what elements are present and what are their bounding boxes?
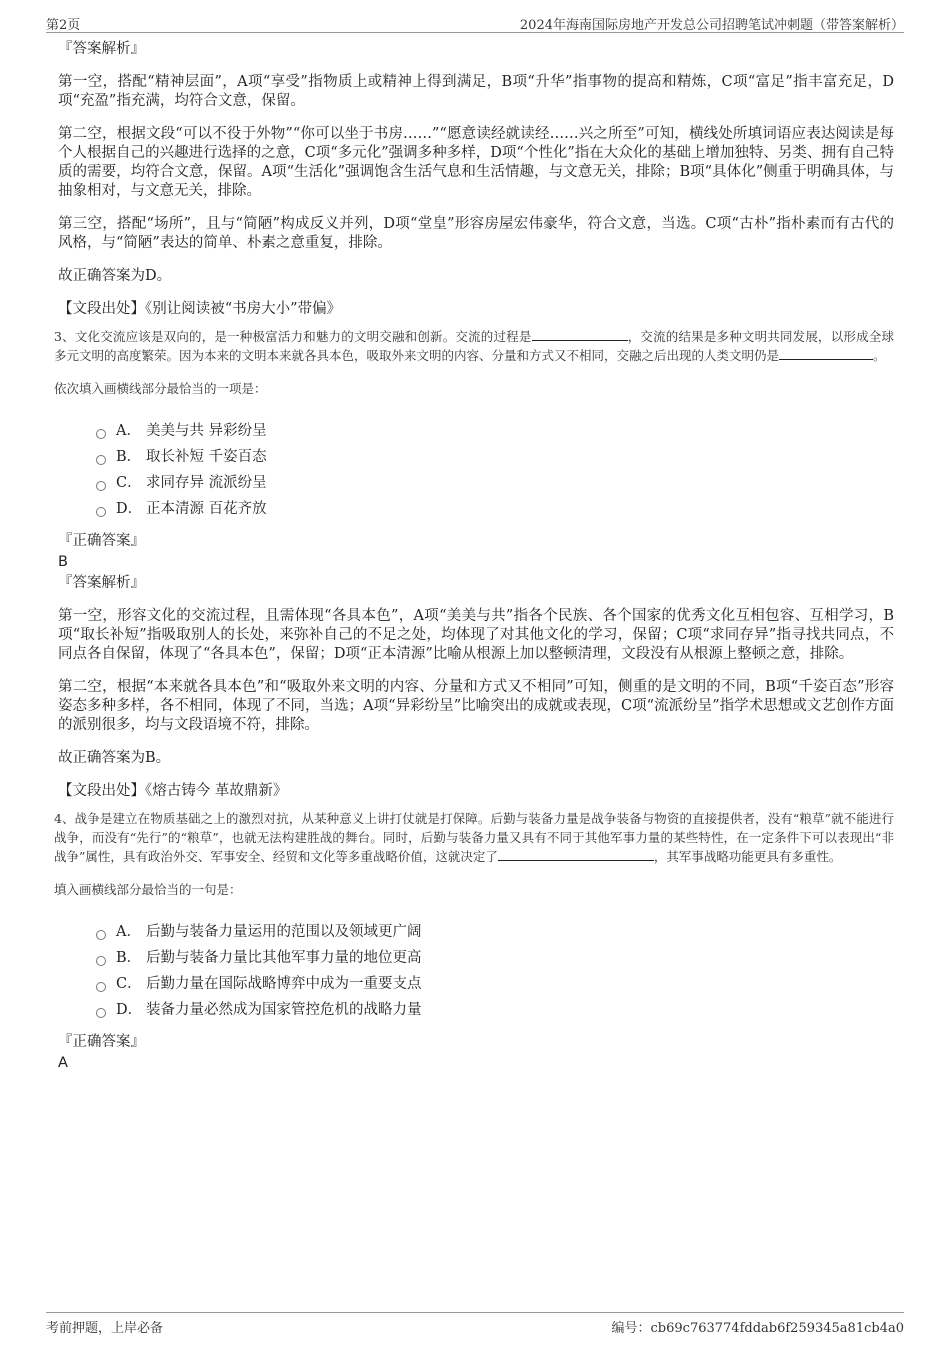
q3-blank-2 <box>779 346 873 360</box>
option-letter: C． <box>116 475 142 491</box>
option-letter: B． <box>116 449 142 465</box>
q3-stem-part2: ，交流的结果是多种文明共同发展，以形成全球多元文明的高度繁荣。因为本来的文明本来就各具本色，吸取外来文明的内容、分量和方式又不相同，交融之后出现的人类文明仍是 <box>54 329 894 363</box>
option-text: 后勤与装备力量运用的范围以及领域更广阔 <box>146 924 422 940</box>
q4-blank <box>498 847 654 861</box>
q4-answer-label: 『正确答案』 <box>58 1034 145 1050</box>
q4-stem-part1: 4、战争是建立在物质基础之上的激烈对抗，从某种意义上讲打仗就是打保障。后勤与装备力量是战争装备与物资的直接提供者，没有“粮草”就不能进行战争，而没有“先行”的“粮草”，也就无法构建胜战的舞台。同时，后勤与装备力量又具有不同于其他军事力量的某些特性，在一定条件下可以表现出“非战争”属性，具有政治外交、军事安全、经贸和文化等多重战略价值，这就决定了 <box>54 811 894 864</box>
q3-options <box>96 418 894 522</box>
q2-analysis-paragraph: 第二空，根据文段“可以不役于外物”“你可以坐于书房……”“愿意读经就读经……兴之所至”可知，横线处所填词语应表达阅读是每个人根据自己的兴趣进行选择的之意，C项“多元化”强调多种多样，D项“个性化”指在大众化的基础上增加独特、另类、拥有自己特质的需要，均符合文意，保留。A项“生活化”强调饱含生活气息和生活情趣，与文意无关，排除；B项“具体化”侧重于明确具体，与抽象相对，与文意无关，排除。 <box>58 126 894 199</box>
q3-stem-part1: 3、文化交流应该是双向的，是一种极富活力和魅力的文明交融和创新。交流的过程是 <box>54 329 532 344</box>
page-header <box>46 12 904 33</box>
document-title: 2024年海南国际房地产开发总公司招聘笔试冲刺题（带答案解析） <box>519 18 904 33</box>
q3-option-b[interactable] <box>96 444 894 470</box>
q4-options <box>96 919 894 1023</box>
q3-stem <box>54 327 894 365</box>
footer-slogan: 考前押题，上岸必备 <box>46 1321 164 1336</box>
radio-icon[interactable] <box>96 455 106 465</box>
q4-option-b[interactable] <box>96 945 894 971</box>
option-letter: A． <box>116 924 141 940</box>
radio-icon[interactable] <box>96 507 106 517</box>
radio-icon[interactable] <box>96 481 106 491</box>
q2-analysis-label: 『答案解析』 <box>58 41 145 57</box>
option-letter: D． <box>116 501 143 517</box>
q3-conclusion: 故正确答案为B。 <box>58 750 171 766</box>
q3-answer-label: 『正确答案』 <box>58 533 145 549</box>
q2-analysis-paragraph: 第一空，搭配“精神层面”，A项“享受”指物质上或精神上得到满足，B项“升华”指事物的提高和精炼，C项“富足”指丰富充足，D项“充盈”指充满，均符合文意，保留。 <box>58 74 894 109</box>
document-body <box>56 40 894 1075</box>
option-text: 后勤力量在国际战略博弈中成为一重要支点 <box>146 976 422 992</box>
q2-conclusion: 故正确答案为D。 <box>58 268 172 284</box>
page-footer <box>46 1312 904 1335</box>
q3-prompt: 依次填入画横线部分最恰当的一项是： <box>54 381 267 396</box>
option-text: 正本清源 百花齐放 <box>146 501 267 517</box>
option-text: 后勤与装备力量比其他军事力量的地位更高 <box>146 950 422 966</box>
option-letter: C． <box>116 976 142 992</box>
q4-stem <box>54 809 894 866</box>
option-letter: B． <box>116 950 142 966</box>
option-text: 装备力量必然成为国家管控危机的战略力量 <box>146 1002 422 1018</box>
radio-icon[interactable] <box>96 429 106 439</box>
q3-analysis-paragraph: 第二空，根据“本来就各具本色”和“吸取外来文明的内容、分量和方式又不相同”可知，侧重的是文明的不同，B项“千姿百态”形容姿态多种多样，各不相同，体现了不同，当选；A项“异彩纷呈”比喻突出的成就或表现，C项“流派纷呈”指学术思想或文艺创作方面的派别很多，均与文段语境不符，排除。 <box>58 679 894 733</box>
q3-option-a[interactable] <box>96 418 894 444</box>
q2-analysis-paragraph: 第三空，搭配“场所”，且与“简陋”构成反义并列，D项“堂皇”形容房屋宏伟豪华，符合文意，当选。C项“古朴”指朴素而有古代的风格，与“简陋”表达的简单、朴素之意重复，排除。 <box>58 216 894 251</box>
q3-stem-part3: 。 <box>873 348 886 363</box>
q3-analysis-paragraph: 第一空，形容文化的交流过程，且需体现“各具本色”，A项“美美与共”指各个民族、各个国家的优秀文化互相包容、互相学习，B项“取长补短”指吸取别人的长处，来弥补自己的不足之处，均体现了对其他文化的学习，保留；C项“求同存异”指寻找共同点，不同点各自保留，体现了“各具本色”，保留；D项“正本清源”比喻从根源上加以整顿清理，文段没有从根源上整顿之意，排除。 <box>58 608 894 662</box>
option-letter: D． <box>116 1002 143 1018</box>
q3-option-c[interactable] <box>96 470 894 496</box>
q4-answer: A <box>58 1055 68 1071</box>
q3-answer: B <box>58 554 68 570</box>
document-id: 编号：cb69c763774fddab6f259345a81cb4a0 <box>611 1321 904 1336</box>
q2-source: 【文段出处】《别让阅读被“书房大小”带偏》 <box>58 301 342 317</box>
radio-icon[interactable] <box>96 956 106 966</box>
q4-prompt: 填入画横线部分最恰当的一句是： <box>54 882 242 897</box>
radio-icon[interactable] <box>96 930 106 940</box>
q4-stem-part2: ，其军事战略功能更具有多重性。 <box>653 849 842 864</box>
q3-blank-1 <box>532 327 628 341</box>
q3-option-d[interactable] <box>96 496 894 522</box>
radio-icon[interactable] <box>96 1008 106 1018</box>
q4-option-c[interactable] <box>96 971 894 997</box>
q3-source: 【文段出处】《熔古铸今 革故鼎新》 <box>58 783 288 799</box>
option-letter: A． <box>116 423 141 439</box>
q4-option-d[interactable] <box>96 997 894 1023</box>
option-text: 求同存异 流派纷呈 <box>146 475 267 491</box>
radio-icon[interactable] <box>96 982 106 992</box>
q4-option-a[interactable] <box>96 919 894 945</box>
q3-analysis-label: 『答案解析』 <box>58 575 145 591</box>
page-number: 第2页 <box>46 18 81 33</box>
option-text: 美美与共 异彩纷呈 <box>146 423 267 439</box>
option-text: 取长补短 千姿百态 <box>146 449 267 465</box>
